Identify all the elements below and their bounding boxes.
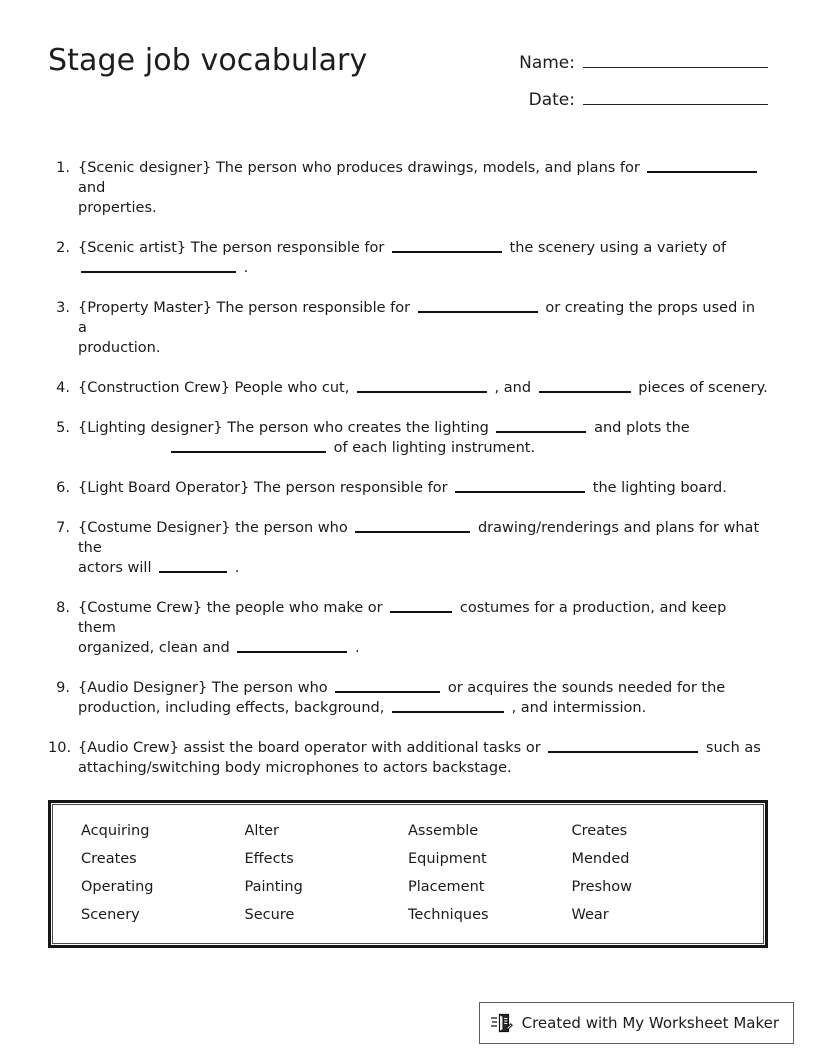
text-segment: organized, clean and [78, 640, 230, 656]
text-segment: costumes for a production, and keep them [78, 600, 727, 636]
answer-blank[interactable] [357, 378, 487, 393]
text-segment: production, including effects, background, [78, 700, 385, 716]
text-segment: and plots the [594, 420, 690, 436]
question-item [48, 298, 768, 358]
word-bank-item[interactable]: Alter [244, 823, 280, 839]
question-item [48, 158, 768, 218]
text-segment: {Scenic artist} The person responsible for [78, 240, 385, 256]
text-segment: {Costume Crew} the people who make or [78, 600, 383, 616]
question-text [78, 678, 768, 718]
question-number: 10. [48, 740, 72, 756]
name-row [496, 50, 768, 73]
word-bank-item[interactable]: Painting [244, 879, 303, 895]
name-label: Name: [519, 53, 575, 73]
badge-label: Created with My Worksheet Maker [521, 1014, 779, 1032]
name-input[interactable] [583, 50, 768, 68]
question-line [78, 338, 768, 358]
text-segment: . [243, 260, 249, 276]
text-segment: {Light Board Operator} The person responsible for [78, 480, 448, 496]
word-bank-item[interactable]: Equipment [408, 851, 487, 867]
text-segment: properties. [78, 200, 157, 216]
question-line [78, 158, 768, 198]
date-input[interactable] [583, 87, 768, 105]
answer-blank[interactable] [418, 298, 538, 313]
word-bank-item[interactable]: Effects [244, 851, 294, 867]
text-segment: . [354, 640, 360, 656]
text-segment: actors will [78, 560, 152, 576]
text-segment: of each lighting instrument. [333, 440, 536, 456]
word-bank-item[interactable]: Placement [408, 879, 485, 895]
answer-blank[interactable] [647, 158, 757, 173]
answer-blank[interactable] [390, 598, 452, 613]
question-item [48, 598, 768, 658]
text-segment: {Lighting designer} The person who creates the lighting [78, 420, 489, 436]
text-segment: the lighting board. [592, 480, 727, 496]
word-bank-item[interactable]: Creates [571, 823, 628, 839]
question-line [78, 418, 768, 438]
question-line [78, 258, 768, 278]
answer-blank[interactable] [455, 478, 585, 493]
question-item [48, 478, 768, 498]
text-segment: {Costume Designer} the person who [78, 520, 348, 536]
answer-blank[interactable] [548, 738, 698, 753]
text-segment: {Construction Crew} People who cut, [78, 380, 350, 396]
question-number: 5. [56, 420, 70, 436]
word-bank-item[interactable]: Mended [571, 851, 630, 867]
document-pencil-icon [490, 1011, 514, 1035]
text-segment: or acquires the sounds needed for the [447, 680, 726, 696]
date-row [496, 87, 768, 110]
question-number: 2. [56, 240, 70, 256]
word-bank-item[interactable]: Scenery [81, 907, 140, 923]
question-line [78, 598, 768, 638]
text-segment: {Audio Crew} assist the board operator with additional tasks or [78, 740, 541, 756]
question-text [78, 418, 768, 458]
question-line [78, 738, 768, 758]
question-line [78, 438, 768, 458]
question-line [78, 198, 768, 218]
question-line [78, 238, 768, 258]
footer [479, 1002, 794, 1044]
question-item [48, 418, 768, 458]
answer-blank[interactable] [335, 678, 440, 693]
question-line [78, 698, 768, 718]
answer-blank[interactable] [81, 258, 236, 273]
question-text [78, 518, 768, 578]
question-number: 6. [56, 480, 70, 496]
question-number: 1. [56, 160, 70, 176]
word-bank-item[interactable]: Wear [571, 907, 609, 923]
question-text [78, 478, 768, 498]
text-segment: {Property Master} The person responsible for [78, 300, 411, 316]
text-segment: , and intermission. [511, 700, 647, 716]
text-segment: {Audio Designer} The person who [78, 680, 328, 696]
word-bank-item[interactable]: Creates [81, 851, 137, 867]
question-line [78, 758, 768, 778]
text-segment: and [78, 180, 106, 196]
question-line [78, 678, 768, 698]
question-list [48, 158, 768, 778]
word-bank-row [81, 873, 735, 901]
question-number: 7. [56, 520, 70, 536]
question-number: 3. [56, 300, 70, 316]
question-line [78, 298, 768, 338]
question-number: 8. [56, 600, 70, 616]
question-text [78, 378, 768, 398]
question-text [78, 598, 768, 658]
word-bank-item[interactable]: Acquiring [81, 823, 150, 839]
worksheet-header [48, 0, 768, 124]
word-bank-item[interactable]: Secure [244, 907, 295, 923]
question-line [78, 518, 768, 558]
question-text [78, 298, 768, 358]
text-segment: attaching/switching body microphones to actors backstage. [78, 760, 512, 776]
word-bank-item[interactable]: Techniques [408, 907, 489, 923]
word-bank-row [81, 817, 735, 845]
text-segment: the scenery using a variety of [509, 240, 727, 256]
text-segment: production. [78, 340, 161, 356]
question-text [78, 238, 768, 278]
question-item [48, 678, 768, 718]
question-text [78, 738, 768, 778]
question-item [48, 518, 768, 578]
word-bank [48, 800, 768, 948]
name-date-block [496, 44, 768, 124]
page-title: Stage job vocabulary [48, 43, 368, 78]
answer-blank[interactable] [159, 558, 227, 573]
question-number: 4. [56, 380, 70, 396]
answer-blank[interactable] [355, 518, 470, 533]
question-line [78, 478, 768, 498]
question-text [78, 158, 768, 218]
answer-blank[interactable] [392, 238, 502, 253]
text-segment: drawing/renderings and plans for what the [78, 520, 760, 556]
text-segment: , and [494, 380, 532, 396]
question-line [78, 558, 768, 578]
question-number: 9. [56, 680, 70, 696]
question-item [48, 738, 768, 778]
question-line [78, 638, 768, 658]
answer-blank[interactable] [496, 418, 586, 433]
word-bank-item[interactable]: Assemble [408, 823, 479, 839]
answer-blank[interactable] [392, 698, 504, 713]
text-segment: pieces of scenery. [638, 380, 768, 396]
word-bank-item[interactable]: Preshow [571, 879, 633, 895]
text-segment: such as [705, 740, 761, 756]
word-bank-row [81, 901, 735, 929]
question-line [78, 378, 768, 398]
word-bank-row [81, 845, 735, 873]
answer-blank[interactable] [171, 438, 326, 453]
answer-blank[interactable] [237, 638, 347, 653]
answer-blank[interactable] [539, 378, 631, 393]
date-label: Date: [528, 90, 575, 110]
created-with-badge[interactable] [479, 1002, 794, 1044]
question-item [48, 378, 768, 398]
text-segment: {Scenic designer} The person who produces drawings, models, and plans for [78, 160, 640, 176]
question-item [48, 238, 768, 278]
text-segment: . [234, 560, 240, 576]
word-bank-item[interactable]: Operating [81, 879, 154, 895]
text-segment: or creating the props used in a [78, 300, 756, 336]
